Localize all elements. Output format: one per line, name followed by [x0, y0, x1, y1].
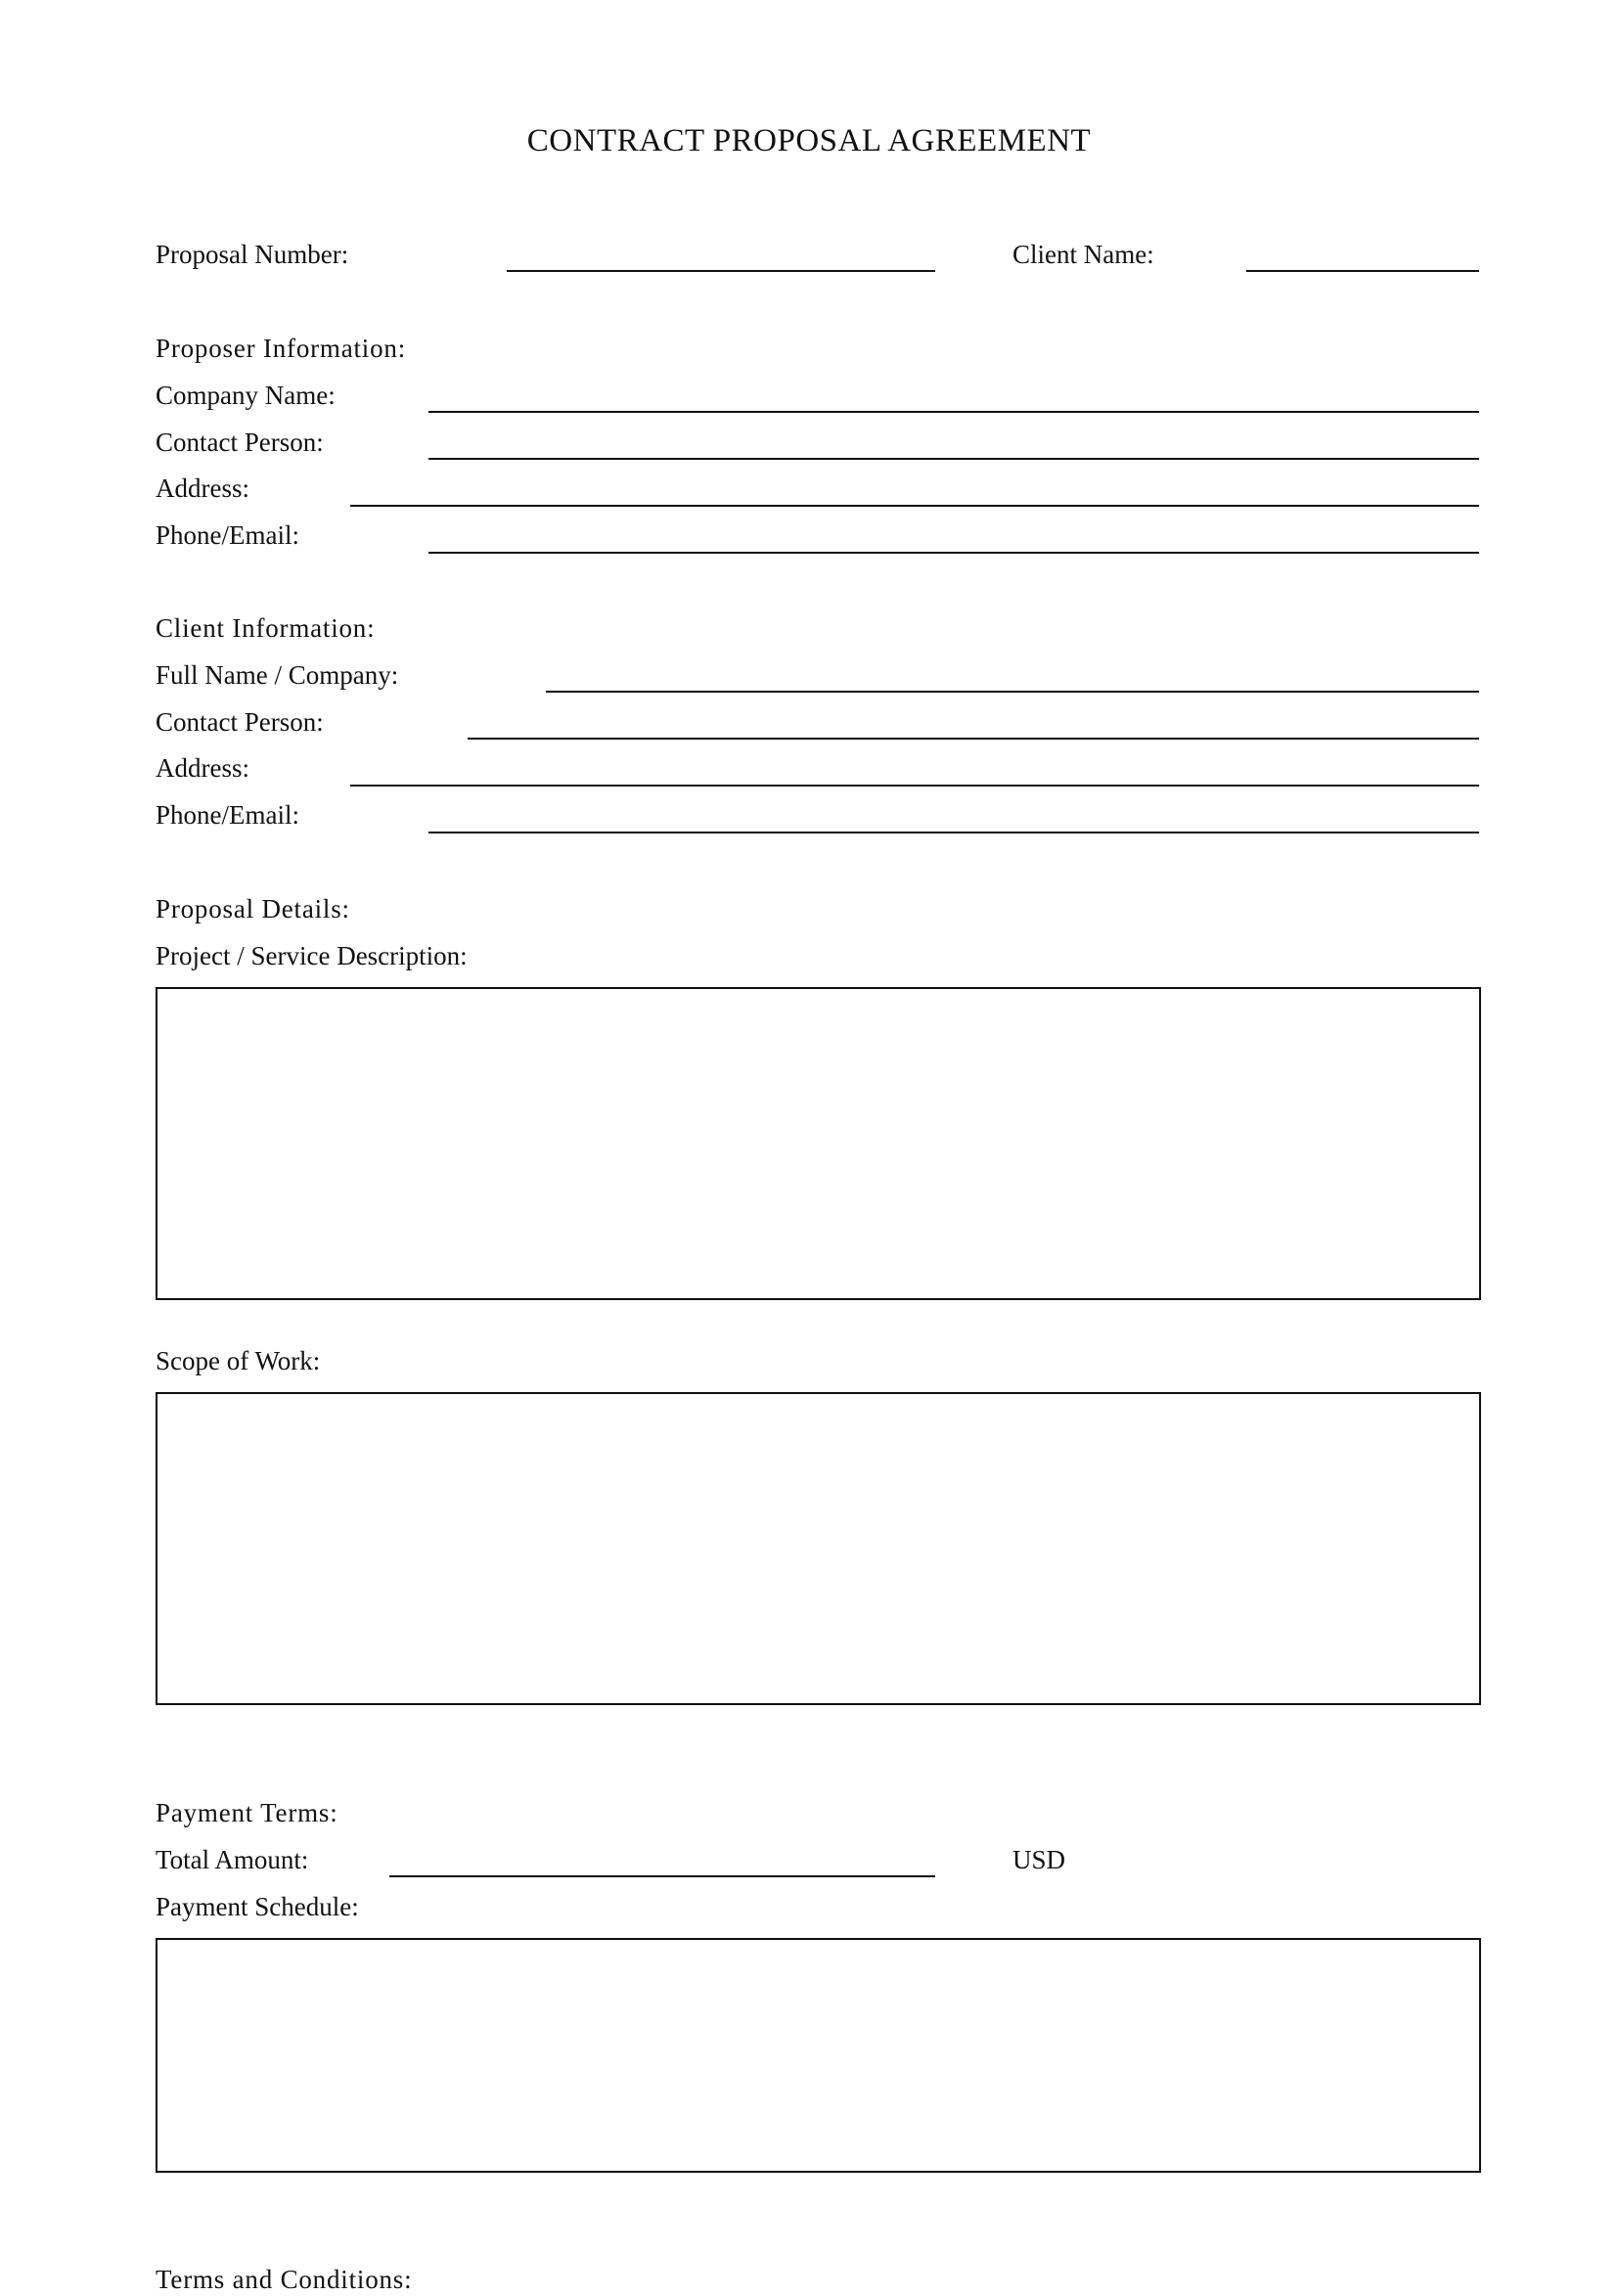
client-contact-person-field[interactable]: [468, 738, 1479, 740]
proposer-company-name-label: Company Name:: [156, 381, 336, 410]
project-description-box[interactable]: [156, 987, 1481, 1300]
proposer-company-name-field[interactable]: [428, 411, 1479, 413]
proposer-phone-email-label: Phone/Email:: [156, 520, 299, 550]
client-address-label: Address:: [156, 753, 249, 783]
proposer-contact-person-field[interactable]: [428, 458, 1479, 460]
client-full-name-label: Full Name / Company:: [156, 660, 399, 690]
total-amount-field[interactable]: [389, 1875, 935, 1877]
client-full-name-field[interactable]: [546, 691, 1479, 693]
proposer-information-heading: Proposer Information:: [156, 334, 407, 363]
currency-label: USD: [1012, 1845, 1066, 1874]
proposal-number-label: Proposal Number:: [156, 240, 349, 269]
proposer-contact-person-label: Contact Person:: [156, 428, 324, 457]
client-information-heading: Client Information:: [156, 613, 376, 643]
payment-schedule-label: Payment Schedule:: [156, 1892, 359, 1921]
proposer-address-field[interactable]: [350, 505, 1479, 507]
client-name-label: Client Name:: [1012, 240, 1154, 269]
client-phone-email-label: Phone/Email:: [156, 800, 299, 830]
proposer-address-label: Address:: [156, 473, 249, 503]
client-contact-person-label: Contact Person:: [156, 707, 324, 737]
client-phone-email-field[interactable]: [428, 832, 1479, 833]
client-address-field[interactable]: [350, 785, 1479, 787]
proposal-details-heading: Proposal Details:: [156, 894, 350, 923]
scope-of-work-label: Scope of Work:: [156, 1346, 321, 1375]
terms-and-conditions-heading: Terms and Conditions:: [156, 2265, 413, 2294]
client-name-field[interactable]: [1246, 270, 1479, 272]
document-title: CONTRACT PROPOSAL AGREEMENT: [526, 123, 1092, 158]
proposal-number-field[interactable]: [507, 270, 935, 272]
proposer-phone-email-field[interactable]: [428, 552, 1479, 554]
total-amount-label: Total Amount:: [156, 1845, 309, 1874]
payment-terms-heading: Payment Terms:: [156, 1798, 338, 1827]
payment-schedule-box[interactable]: [156, 1938, 1481, 2173]
project-description-label: Project / Service Description:: [156, 941, 468, 970]
scope-of-work-box[interactable]: [156, 1392, 1481, 1705]
